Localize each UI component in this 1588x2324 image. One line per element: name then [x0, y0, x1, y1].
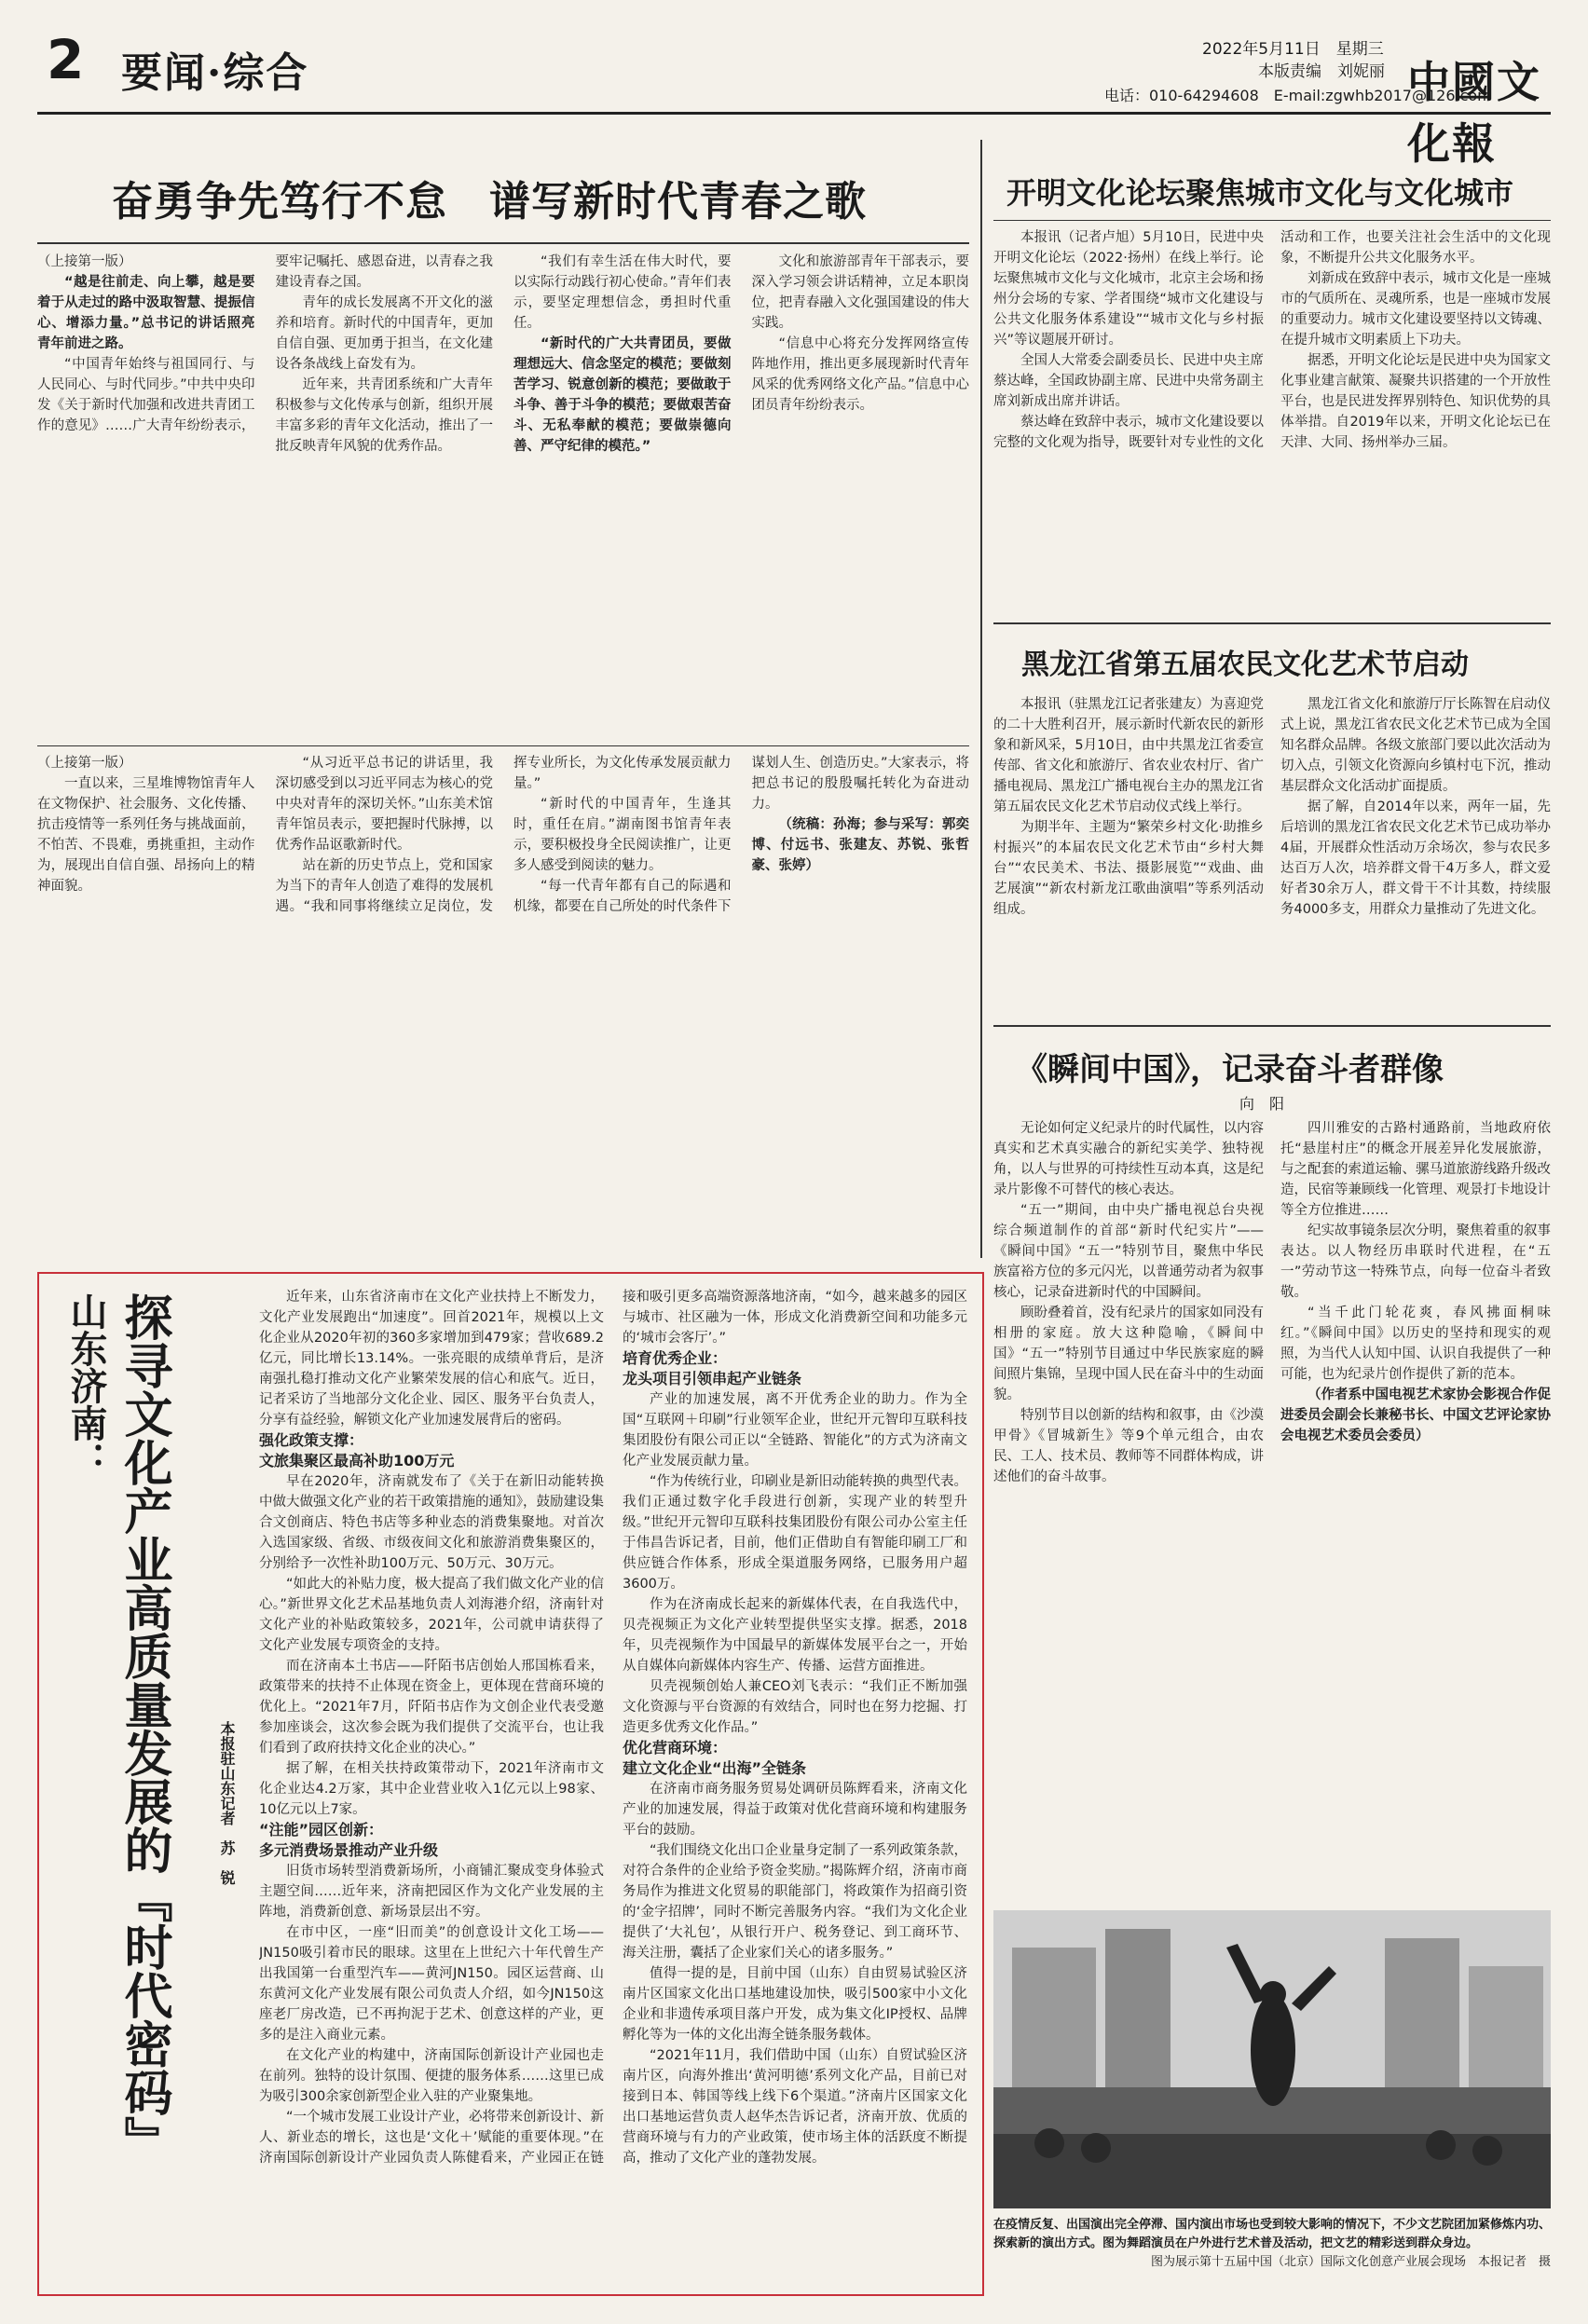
article2-paragraph: 本报讯（记者卢旭）5月10日，民进中央开明文化论坛（2022·扬州）在线上举行。论坛聚焦城市文化与文化城市，北京主会场和扬州分会场的专家、学者围绕“城市文化建设与公共文化服务体系建设”“城市文化与乡村振兴”等议题展开研讨。	[993, 230, 1264, 348]
article1b-paragraph: “每一代青年都有自己的际遇和机缘，都要在自己所处的时代条件下谋划人生、创造历史。”大家表示，将把总书记的殷殷嘱托转化为奋进动力。	[513, 756, 969, 914]
article3-title: 黑龙江省第五届农民文化艺术节启动	[1021, 649, 1469, 681]
article1-paragraph: 青年的成长发展离不开文化的滋养和培育。新时代的中国青年，更加自信自强、更加勇于担当，在文化建设各条战线上奋发有为。	[275, 295, 493, 372]
article2-paragraph: 蔡达峰在致辞中表示，城市文化建设要以完整的文化观为指导，既要针对专业性的文化活动和工作，也要关注社会生活中的文化现象，不断提升公共文化服务水平。	[993, 230, 1551, 450]
section-paragraph: “如此大的补贴力度，极大提高了我们做文化产业的信心。”新世界文化艺术品基地负责人刘海港介绍，济南针对文化产业的补贴政策较多，2021年，公司就申请获得了文化产业发展专项资金的支持。	[259, 1577, 605, 1653]
divider	[993, 622, 1551, 624]
article1-paragraph: “我们有幸生活在伟大时代，要以实际行动践行初心使命。”青年们表示，要坚定理想信念，勇担时代重任。	[513, 254, 732, 331]
article1-paragraph: 近年来，共青团系统和广大青年积极参与文化传承与创新，组织开展丰富多彩的青年文化活动，推出了一批反映青年风貌的优秀作品。	[275, 377, 493, 454]
page-number: 2	[47, 28, 85, 91]
article1-paragraph: “中国青年始终与祖国同行、与人民同心、与时代同步。”中共中央印发《关于新时代加强和改进共青团工作的意见》……广大青年纷纷表示，要牢记嘱托、感恩奋进，以青春之我建设青春之国。	[37, 254, 493, 433]
article4-paragraph: “五一”期间，由中央广播电视总台央视综合频道制作的首部“新时代纪实片”——《瞬间中国》“五一”特别节目，聚焦中华民族富裕方位的多元闪光，以普通劳动者为叙事核心，记录奋进新时代的中国瞬间。	[993, 1203, 1264, 1300]
divider	[37, 242, 969, 244]
article5-kicker: 山东济南：	[64, 1292, 108, 1479]
article5-body	[259, 1287, 967, 2280]
section-paragraph: “作为传统行业，印刷业是新旧动能转换的典型代表。我们正通过数字化手段进行创新，实现产业的转型升级。”世纪开元智印互联科技集团股份有限公司办公室主任于伟昌告诉记者，目前，他们正借助自有智能印刷工厂和供应链合作体系，形成全渠道服务网络，已服务用户超3600万。	[623, 1474, 967, 1592]
article1-paragraph: “新时代的广大共青团员，要做理想远大、信念坚定的模范；要做刻苦学习、锐意创新的模范；要做敢于斗争、善于斗争的模范；要做艰苦奋斗、无私奉献的模范；要做崇德向善、严守纪律的模范。”	[513, 336, 732, 454]
section-paragraph: “2021年11月，我们借助中国（山东）自贸试验区济南片区，向海外推出‘黄河明德’系列文化产品，目前已对接到日本、韩国等线上线下6个渠道。”济南片区国家文化出口基地运营负责人赵华杰告诉记者，济南开放、优质的营商环境与有力的产业政策，使市场主体的活跃度不断提高，推动了文化产业的蓬勃发展。	[623, 2048, 967, 2166]
photo-caption	[993, 2216, 1551, 2272]
section-paragraph: 贝壳视频创始人兼CEO刘飞表示：“我们正不断加强文化资源与平台资源的有效结合，同时也在努力挖掘、打造更多优秀文化作品。”	[623, 1679, 967, 1735]
article2-title: 开明文化论坛聚焦城市文化与文化城市	[1006, 175, 1514, 211]
newspaper-logo: 中國文化報	[1407, 57, 1541, 169]
section-paragraph: 作为在济南成长起来的新媒体代表，在自我选代中，贝壳视频正为文化产业转型提供坚实支撑。据悉，2018年，贝壳视频作为中国最早的新媒体发展平台之一，开始从自媒体向新媒体内容生产、传播、运营方面推进。	[623, 1597, 967, 1674]
divider	[993, 220, 1551, 221]
news-photo	[993, 1910, 1551, 2208]
article1-paragraph: 文化和旅游部青年干部表示，要深入学习领会讲话精神，立足本职岗位，把青春融入文化强国建设的伟大实践。	[751, 254, 969, 331]
section-paragraph: 早在2020年，济南就发布了《关于在新旧动能转换中做大做强文化产业的若干政策措施的通知》，鼓励建设集合文创商店、特色书店等多种业态的消费集聚地。对首次入选国家级、省级、市级夜间文化和旅游消费集聚区的，分别给予一次性补助100万元、50万元、30万元。	[259, 1474, 604, 1571]
article3-paragraph: 为期半年、主题为“繁荣乡村文化·助推乡村振兴”的本届农民文化艺术节由“乡村大舞台”“农民美术、书法、摄影展览”“戏曲、曲艺展演”“新农村新龙江歌曲演唱”等系列活动组成。	[993, 820, 1264, 917]
article2-body	[993, 227, 1551, 614]
article3-paragraph: 黑龙江省文化和旅游厅厅长陈智在启动仪式上说，黑龙江省农民文化艺术节已成为全国知名群众品牌。各级文旅部门要以此次活动为切入点，引领文化资源向乡镇村屯下沉，推动基层群众文化活动扩面提质。	[1280, 697, 1551, 794]
article1b-body	[37, 753, 969, 1261]
section-paragraph: 产业的加速发展，离不开优秀企业的助力。作为全国“互联网＋印刷”行业领军企业，世纪开元智印互联科技集团股份有限公司正以“全链路、智能化”的方式为济南文化产业发展贡献力量。	[623, 1392, 967, 1469]
section-paragraph: 在文化产业的构建中，济南国际创新设计产业园也走在前列。独特的设计氛围、便捷的服务体系……这里已成为吸引300余家创新型企业入驻的产业聚集地。	[259, 2048, 604, 2104]
divider	[37, 745, 969, 746]
article1-paragraph: “信息中心将充分发挥网络宣传阵地作用，推出更多展现新时代青年风采的优秀网络文化产品。”信息中心团员青年纷纷表示。	[751, 336, 969, 413]
section-subheading: 多元消费场景推动产业升级	[259, 1841, 439, 1859]
section-paragraph: 在济南市商务服务贸易处调研员陈辉看来，济南文化产业的加速发展，得益于政策对优化营商环境和构建服务平台的鼓励。	[623, 1782, 967, 1838]
article4-paragraph: 纪实故事镜条层次分明，聚焦着重的叙事表达。以人物经历串联时代进程，在“五一”劳动节这一特殊节点，向每一位奋斗者致敬。	[1280, 1224, 1551, 1300]
article1-paragraph: “越是往前走、向上攀，越是要着于从走过的路中汲取智慧、提振信心、增添力量。”总书记的讲话照亮青年前进之路。	[37, 275, 255, 351]
article1b-paragraph: 一直以来，三星堆博物馆青年人在文物保护、社会服务、文化传播、抗击疫情等一系列任务与挑战面前，不怕苦、不畏难，勇挑重担，主动作为，展现出自信自强、昂扬向上的精神面貌。	[37, 776, 255, 894]
article3-body	[993, 694, 1551, 1016]
article2-paragraph: 全国人大常委会副委员长、民进中央主席蔡达峰，全国政协副主席、民进中央常务副主席刘新成出席并讲话。	[993, 353, 1264, 409]
article4-paragraph: 无论如何定义纪录片的时代属性，以内容真实和艺术真实融合的新纪实美学、独特视角，以人与世界的可持续性互动本真，这是纪录片影像不可替代的核心表达。	[993, 1121, 1264, 1197]
article4-title: 《瞬间中国》，记录奋斗者群像	[1016, 1051, 1444, 1088]
section-paragraph: “我们围绕文化出口企业量身定制了一系列政策条款，对符合条件的企业给予资金奖励。”揭陈辉介绍，济南市商务局作为推进文化贸易的职能部门，将政策作为招商引资的‘金字招牌’，同时不断完善服务内容。“我们为文化企业提供了‘大礼包’，从银行开户、税务登记、到工商环节、海关注册，囊括了企业家们关心的诸多服务。”	[623, 1843, 967, 1961]
article1b-paragraph: “新时代的中国青年，生逢其时，重任在肩。”湖南图书馆青年表示，要积极投身全民阅读推广，让更多人感受到阅读的魅力。	[513, 797, 732, 873]
section-paragraph: 旧货市场转型消费新场所，小商铺汇聚成变身体验式主题空间……近年来，济南把园区作为文化产业发展的主阵地，消费新创意、新场景层出不穷。	[259, 1864, 604, 1920]
caption-credit: 图为展示第十五届中国（北京）国际文化创意产业展会现场 本报记者 摄	[1150, 2255, 1551, 2269]
section-subheading: 建立文化企业“出海”全链条	[623, 1759, 807, 1777]
section-heading: 培育优秀企业：	[623, 1349, 728, 1367]
article3-paragraph: 据了解，自2014年以来，两年一届，先后培训的黑龙江省农民文化艺术节已成功举办4届，开展群众性活动万余场次，参与农民多达百万人次，培养群文骨干4万多人，群文爱好者30余万人，群文骨干不计其数，持续服务4000多支，用群众力量推动了先进文化。	[1280, 800, 1551, 917]
divider	[993, 1025, 1551, 1027]
article1b-byline: （统稿：孙海；参与采写：郭奕博、付远书、张建友、苏锐、张哲豪、张婷）	[751, 817, 969, 873]
article4-paragraph: 顾盼叠着首，没有纪录片的国家如同没有相册的家庭。放大这种隐喻，《瞬间中国》“五一”特别节目通过中华民族家庭的瞬间照片集锦，呈现中国人民在奋斗中的生动面貌。	[993, 1306, 1264, 1402]
section-paragraph: 而在济南本土书店——阡陌书店创始人邢国栋看来，政策带来的扶持不止体现在资金上，更体现在营商环境的优化上。“2021年7月，阡陌书店作为文创企业代表受邀参加座谈会，这次参会既为我们提供了交流平台，也让我们看到了政府扶持文化企业的决心。”	[259, 1659, 604, 1756]
article2-paragraph: 刘新成在致辞中表示，城市文化是一座城市的气质所在、灵魂所系，也是一座城市发展的重要动力。城市文化建设要坚持以文铸魂、在提升城市文明素质上下功夫。	[1280, 271, 1551, 348]
article1b-paragraph: 站在新的历史节点上，党和国家为当下的青年人创造了难得的发展机遇。“我和同事将继续立足岗位，发挥专业所长，为文化传承发展贡献力量。”	[275, 756, 732, 914]
article4-paragraph: （作者系中国电视艺术家协会影视合作促进委员会副会长兼秘书长、中国文艺评论家协会电视艺术委员会委员）	[1280, 1388, 1551, 1443]
article4-paragraph: 四川雅安的古路村通路前，当地政府依托“悬崖村庄”的概念开展差异化发展旅游，与之配套的索道运输、骡马道旅游线路升级改造，民宿等兼顾线一化管理、观景打卡地设计等全方位推进……	[1280, 1121, 1551, 1218]
caption-text: 在疫情反复、出国演出完全停滞、国内演出市场也受到较大影响的情况下，不少文艺院团加紧修炼内功、探索新的演出方式。图为舞蹈演员在户外进行艺术普及活动，把文艺的精彩送到群众身边。	[993, 2218, 1552, 2250]
section-paragraph: “一个城市发展工业设计产业，必将带来创新设计、新人、新业态的增长，这也是‘文化＋’赋能的重要体现。”在济南国际创新设计产业园负责人陈健看来，产业园正在链接和吸引更多高端资源落地济南，“如今，越来越多的园区与城市、社区融为一体，形成文化消费新空间和功能多元的‘城市会客厅’。”	[259, 1290, 967, 2166]
article5-byline: 本报驻山东记者 苏 锐	[218, 1721, 236, 1885]
photo-illustration	[993, 1910, 1551, 2208]
contact-line: 电话：010-64294608 E-mail:zgwhb2017@126.com	[1104, 87, 1492, 104]
section-paragraph: 在市中区，一座“旧而美”的创意设计文化工场——JN150吸引着市民的眼球。这里在上世纪六十年代曾生产出我国第一台重型汽车——黄河JN150。园区运营商、山东黄河文化产业发展有限公司负责人介绍，如今JN150这座老厂房改造，已不再拘泥于艺术、创意这样的产业，更多的是注入商业元素。	[259, 1925, 604, 2043]
page-editor: 本版责编 刘妮丽	[1258, 62, 1385, 81]
section-subheading: 文旅集聚区最高补助100万元	[259, 1452, 455, 1470]
article4-body	[993, 1118, 1551, 1901]
section-heading: 强化政策支撑：	[259, 1431, 364, 1449]
column-divider	[980, 140, 982, 1258]
article2-paragraph: 据悉，开明文化论坛是民进中央为国家文化事业建言献策、凝聚共识搭建的一个开放性平台，也是民进发挥界别特色、知识优势的具体举措。自2019年以来，开明文化论坛已在天津、大同、扬州举办三届。	[1280, 353, 1551, 450]
article1-body	[37, 252, 969, 736]
article3-paragraph: 本报讯（驻黑龙江记者张建友）为喜迎党的二十大胜利召开，展示新时代新农民的新形象和新风采，5月10日，由中共黑龙江省委宣传部、省文化和旅游厅、省农业农村厅、省广播电视局、黑龙江广播电视台主办的黑龙江省第五届农民文化艺术节启动仪式线上举行。	[993, 697, 1264, 814]
article4-author: 向 阳	[1239, 1095, 1285, 1113]
article1b-lead: （上接第一版）	[37, 756, 132, 771]
section-subheading: 龙头项目引领串起产业链条	[623, 1370, 802, 1388]
article5-title: 探寻文化产业高质量发展的『时代密码』	[116, 1292, 172, 2165]
issue-date: 2022年5月11日 星期三	[1202, 40, 1384, 59]
section-heading: 优化营商环境：	[623, 1739, 728, 1757]
section-paragraph: 值得一提的是，目前中国（山东）自由贸易试验区济南片区国家文化出口基地建设加快，吸引500家中小文化企业和非遗传承项目落户开发，成为集文化IP授权、品牌孵化等为一体的文化出海全链条服务载体。	[623, 1966, 967, 2043]
article1-title: 奋勇争先笃行不怠 谱写新时代青春之歌	[112, 178, 867, 226]
article1b-paragraph: “从习近平总书记的讲话里，我深切感受到以习近平同志为核心的党中央对青年的深切关怀。”山东美术馆青年馆员表示，要把握时代脉搏，以优秀作品讴歌新时代。	[275, 756, 493, 853]
article4-paragraph: “当千此门轮花爽，春风拂面桐味红。”《瞬间中国》以历史的坚持和现实的观照，为当代人认知中国、认识自我提供了一种可能，也为纪录片创作提供了新的范本。	[1280, 1306, 1551, 1382]
section-title: 要闻·综合	[121, 49, 309, 97]
article1-lead: （上接第一版）	[37, 254, 132, 269]
article5-intro: 近年来，山东省济南市在文化产业扶持上不断发力，文化产业发展跑出“加速度”。回首2021年，规模以上文化企业从2020年初的360多家增加到479家；营收689.2亿元，同比增长13.14%。一张亮眼的成绩单背后，是济南强扎稳打推动文化产业繁荣发展的信心和底气。近日，记者采访了当地部分文化企业、园区、服务平台负责人，分享有益经验，解锁文化产业加速发展背后的密码。	[259, 1290, 604, 1428]
feature-box	[37, 1272, 984, 2296]
section-paragraph: 据了解，在相关扶持政策带动下，2021年济南市文化企业达4.2万家，其中企业营业收入1亿元以上98家、10亿元以上7家。	[259, 1761, 604, 1817]
article4-paragraph: 特别节目以创新的结构和叙事，由《沙漠甲骨》《冒城新生》等9个单元组合，由农民、工人、技术员、教师等不同群体构成，讲述他们的奋斗故事。	[993, 1408, 1264, 1484]
masthead	[37, 19, 1551, 169]
section-heading: “注能”园区创新：	[259, 1821, 384, 1839]
